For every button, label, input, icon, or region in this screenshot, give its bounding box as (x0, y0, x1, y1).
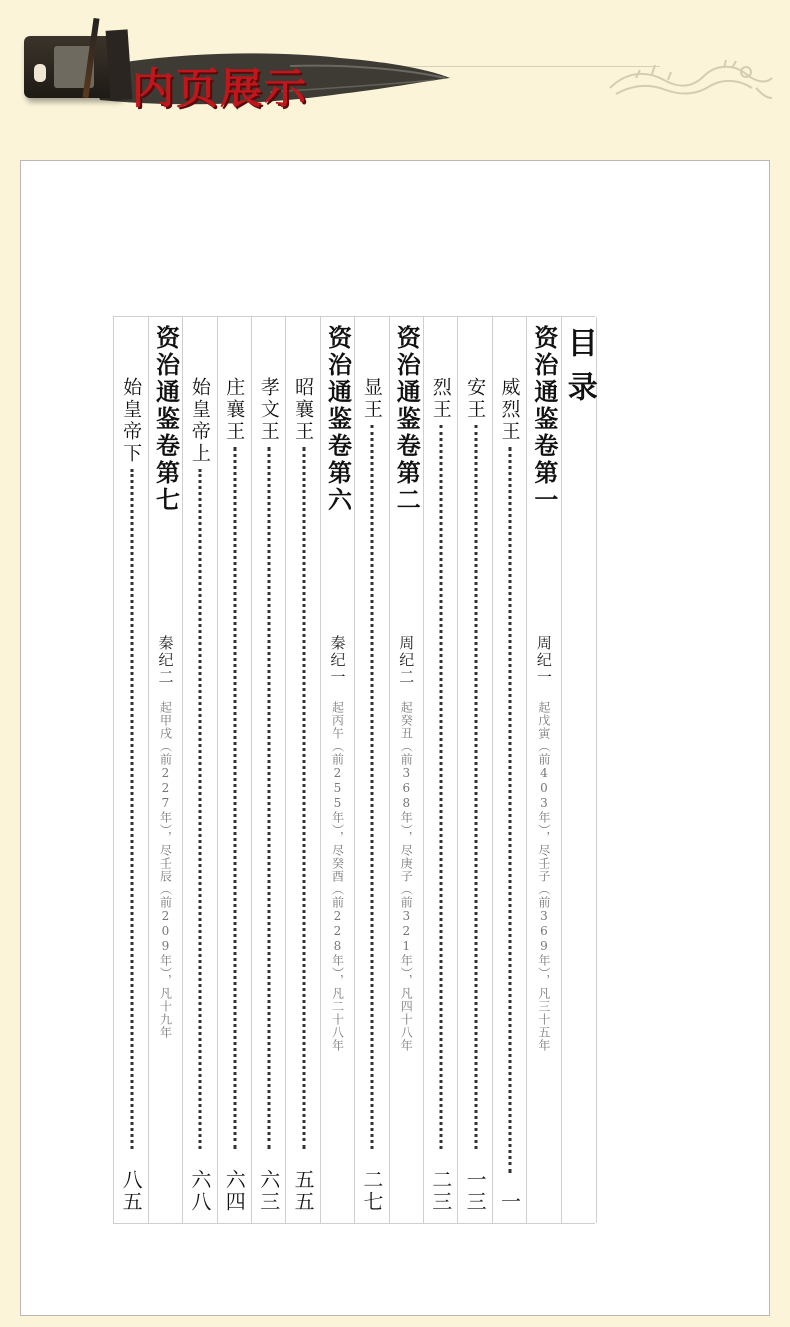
page-number: 六四 (222, 1169, 247, 1213)
page-number: 六八 (187, 1169, 212, 1213)
leader-dots (508, 447, 511, 1173)
header-banner (0, 0, 790, 150)
toc-title: 目录 (561, 327, 597, 415)
leader-dots (268, 447, 271, 1149)
year-span-note: 起戊寅（前403年），尽壬子（前369年），凡三十五年 (536, 701, 551, 1052)
page-number: 五五 (291, 1169, 316, 1213)
dynasty-label: 秦纪一 (328, 635, 347, 686)
toc-entry (217, 317, 252, 1223)
toc-entry (113, 317, 148, 1223)
leader-dots (233, 447, 236, 1149)
toc-entry (251, 317, 286, 1223)
dynasty-label: 周纪一 (534, 635, 553, 686)
banner-title: 内页展示 (132, 64, 309, 113)
page-number: 二三 (428, 1169, 453, 1213)
entry-title: 始皇帝上 (188, 377, 211, 465)
toc-entry (182, 317, 217, 1223)
toc-volume-heading (148, 317, 183, 1223)
entry-title: 昭襄王 (292, 377, 315, 443)
year-span-note: 起甲戌（前227年），尽壬辰（前209年），凡十九年 (158, 701, 173, 1039)
leader-dots (371, 425, 374, 1149)
toc-entry (354, 317, 389, 1223)
volume-title: 资治通鉴卷第六 (323, 325, 353, 514)
toc-entry (423, 317, 458, 1223)
volume-title: 资治通鉴卷第二 (392, 325, 422, 514)
leader-dots (302, 447, 305, 1149)
entry-title: 始皇帝下 (120, 377, 143, 465)
toc-volume-heading (526, 317, 561, 1223)
entry-title: 烈王 (429, 377, 452, 421)
leader-dots (474, 425, 477, 1149)
dragon-ornament-icon (606, 58, 774, 106)
entry-title: 显王 (360, 377, 383, 421)
volume-title: 资治通鉴卷第七 (151, 325, 181, 514)
entry-title: 庄襄王 (223, 377, 246, 443)
page-number: 八五 (119, 1169, 144, 1213)
leader-dots (199, 469, 202, 1149)
leader-dots (440, 425, 443, 1149)
page-number: 一三 (463, 1169, 488, 1213)
leader-dots (130, 469, 133, 1149)
toc-volume-heading (320, 317, 355, 1223)
year-span-note: 起癸丑（前368年），尽庚子（前321年），凡四十八年 (399, 701, 414, 1052)
toc-entry (492, 317, 527, 1223)
volume-title: 资治通鉴卷第一 (529, 325, 559, 514)
dynasty-label: 秦纪二 (156, 635, 175, 686)
toc-entry (457, 317, 492, 1223)
dynasty-label: 周纪二 (397, 635, 416, 686)
entry-title: 安王 (464, 377, 487, 421)
year-span-note: 起丙午（前255年），尽癸酉（前228年），凡二十八年 (330, 701, 345, 1052)
page-number: 六三 (256, 1169, 281, 1213)
ink-stick-icon (106, 29, 133, 100)
entry-title: 孝文王 (257, 377, 280, 443)
table-of-contents (113, 316, 595, 1224)
toc-entry (285, 317, 320, 1223)
page-number: 二七 (359, 1169, 384, 1213)
toc-title-column (561, 317, 597, 1223)
entry-title: 威烈王 (498, 377, 521, 443)
toc-volume-heading (389, 317, 424, 1223)
page-number: 一 (497, 1191, 522, 1213)
